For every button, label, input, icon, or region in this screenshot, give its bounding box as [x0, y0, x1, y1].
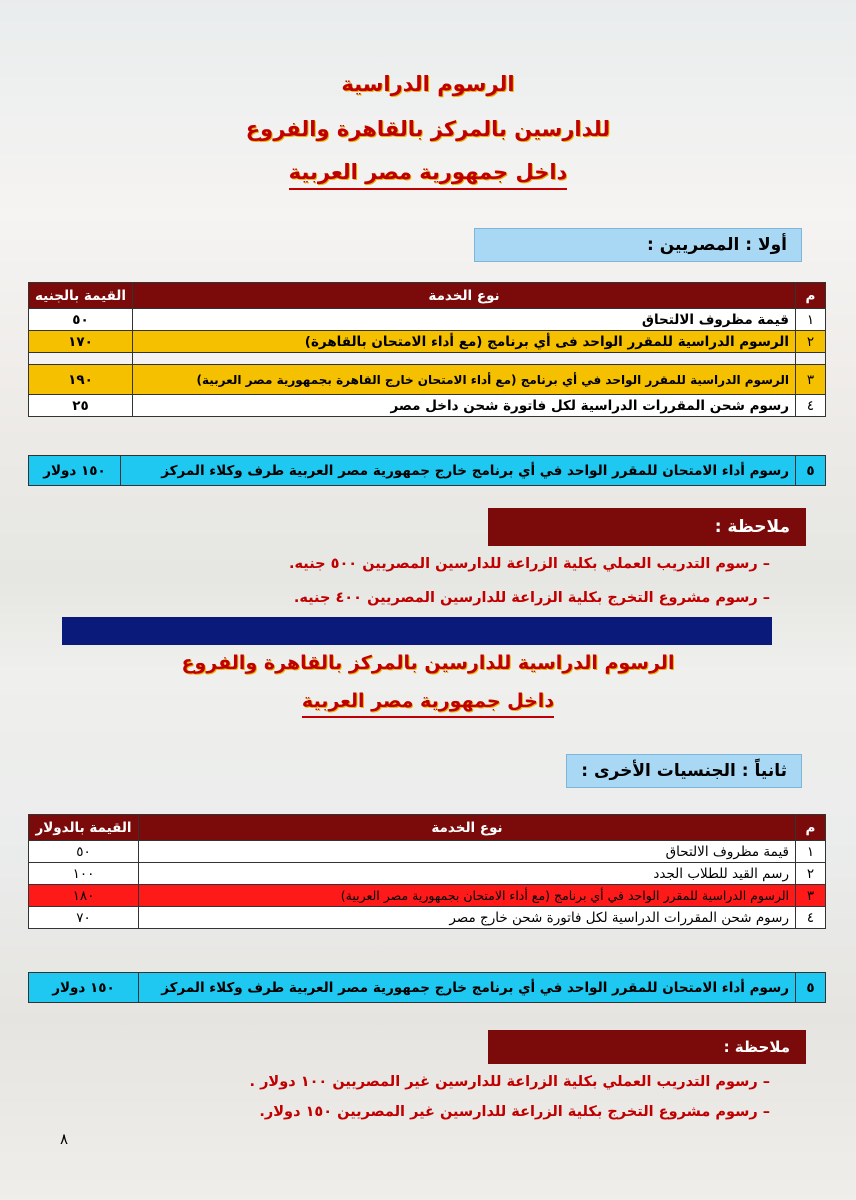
row-number: ٣: [796, 885, 826, 907]
spacer-cell: [29, 353, 133, 365]
row-number: ٣: [796, 365, 826, 395]
note-item: – رسوم مشروع التخرج بكلية الزراعة للدارسين غير المصريين ١٥٠ دولار.: [259, 1104, 770, 1120]
col-header-value: القيمة بالجنيه: [29, 283, 133, 309]
row-service: رسوم أداء الامتحان للمقرر الواحد في أي برنامج خارج جمهورية مصر العربية طرف وكلاء المركز: [121, 456, 796, 486]
row-number: ١: [796, 841, 826, 863]
row-service: قيمة مظروف الالتحاق: [133, 309, 796, 331]
row-number: ١: [796, 309, 826, 331]
row-service: الرسوم الدراسية للمقرر الواحد في أي برنامج (مع أداء الامتحان خارج القاهرة بجمهورية مصر العربية): [133, 365, 796, 395]
note-title-box: ملاحظة :: [488, 508, 806, 546]
row-service: الرسوم الدراسية للمقرر الواحد فى أي برنامج (مع أداء الامتحان بالقاهرة): [133, 331, 796, 353]
row-value: ١٨٠: [29, 885, 139, 907]
row-service: رسوم أداء الامتحان للمقرر الواحد في أي برنامج خارج جمهورية مصر العربية طرف وكلاء المركز: [139, 973, 796, 1003]
page-title: الرسوم الدراسية: [341, 72, 515, 96]
row-value: ١٩٠: [29, 365, 133, 395]
row-value: ٥٠: [29, 841, 139, 863]
row-service: رسوم شحن المقررات الدراسية لكل فاتورة شحن داخل مصر: [133, 395, 796, 417]
row-value: ١٥٠ دولار: [29, 456, 121, 486]
page-subtitle: للدارسين بالمركز بالقاهرة والفروع: [245, 117, 611, 141]
row-service: رسوم شحن المقررات الدراسية لكل فاتورة شحن خارج مصر: [139, 907, 796, 929]
section-other-nationalities-label: ثانياً : الجنسيات الأخرى :: [566, 754, 802, 788]
exam-abroad-row-other: [28, 972, 826, 1003]
fees-table-other-nationalities: [28, 814, 826, 929]
exam-abroad-row-egyptians: [28, 455, 826, 486]
row-value: ١٥٠ دولار: [29, 973, 139, 1003]
row-value: ٢٥: [29, 395, 133, 417]
note-item: – رسوم التدريب العملي بكلية الزراعة للدارسين المصريين ٥٠٠ جنيه.: [288, 556, 770, 572]
section2-subtitle: داخل جمهورية مصر العربية: [0, 690, 856, 712]
row-number: ٥: [796, 456, 826, 486]
spacer-cell: [796, 353, 826, 365]
row-service: رسم القيد للطلاب الجدد: [139, 863, 796, 885]
fees-table-egyptians: [28, 282, 826, 417]
row-value: ٥٠: [29, 309, 133, 331]
row-number: ٤: [796, 395, 826, 417]
divider-bar: [62, 617, 772, 645]
row-number: ٢: [796, 331, 826, 353]
col-header-service: نوع الخدمة: [139, 815, 796, 841]
spacer-cell: [133, 353, 796, 365]
page-subtitle-location: داخل جمهورية مصر العربية: [0, 160, 856, 184]
row-number: ٢: [796, 863, 826, 885]
page-number: ٨: [60, 1130, 69, 1148]
row-value: ٧٠: [29, 907, 139, 929]
col-header-service: نوع الخدمة: [133, 283, 796, 309]
section2-title: الرسوم الدراسية للدارسين بالمركز بالقاهرة والفروع: [181, 652, 675, 674]
note-item: – رسوم التدريب العملي بكلية الزراعة للدارسين غير المصريين ١٠٠ دولار .: [249, 1074, 770, 1090]
note-title-box: ملاحظة :: [488, 1030, 806, 1064]
note-item: – رسوم مشروع التخرج بكلية الزراعة للدارسين المصريين ٤٠٠ جنيه.: [293, 590, 770, 606]
col-header-no: م: [796, 815, 826, 841]
col-header-no: م: [796, 283, 826, 309]
row-service: قيمة مظروف الالتحاق: [139, 841, 796, 863]
section-egyptians-label: أولا : المصريين :: [474, 228, 802, 262]
row-service: الرسوم الدراسية للمقرر الواحد في أي برنامج (مع أداء الامتحان بجمهورية مصر العربية): [139, 885, 796, 907]
row-number: ٥: [796, 973, 826, 1003]
row-number: ٤: [796, 907, 826, 929]
row-value: ١٧٠: [29, 331, 133, 353]
row-value: ١٠٠: [29, 863, 139, 885]
col-header-value: القيمة بالدولار: [29, 815, 139, 841]
